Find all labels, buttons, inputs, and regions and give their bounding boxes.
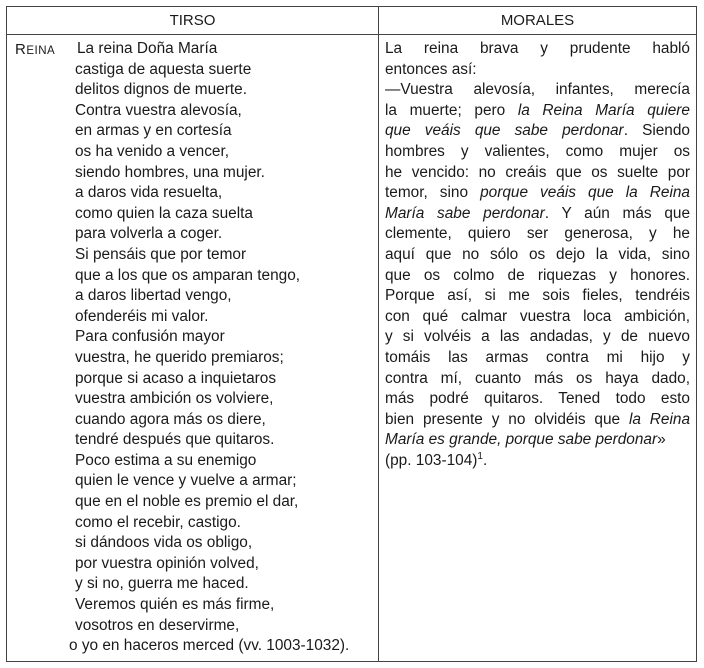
verse-line: en armas y en cortesía bbox=[75, 122, 232, 140]
prose-line bbox=[385, 101, 690, 122]
verse-line: por vuestra opinión volved, bbox=[75, 554, 259, 572]
prose-line bbox=[385, 451, 690, 472]
prose-line bbox=[385, 327, 690, 348]
morales-cell bbox=[379, 35, 697, 662]
verse-line: como el recebir, castigo. bbox=[75, 513, 241, 531]
verse-line: Veremos quién es más firme, bbox=[75, 596, 275, 614]
italic-segment: la Reina bbox=[628, 410, 690, 428]
text-segment: la muerte; pero bbox=[385, 101, 518, 119]
verse-line: que a los que os amparan tengo, bbox=[75, 266, 301, 284]
header-row bbox=[7, 7, 697, 35]
prose-line bbox=[385, 389, 690, 410]
italic-segment: María es grande, porque sabe perdonar bbox=[385, 431, 658, 449]
verse-line: os ha venido a vencer, bbox=[75, 142, 230, 160]
prose-line bbox=[385, 80, 690, 101]
text-segment: clemente, quiero ser generosa, y he bbox=[385, 225, 690, 243]
text-segment: que os colmo de riquezas y honores. bbox=[385, 266, 690, 284]
text-segment: aquí que no sólo os dejo la vida, sino bbox=[385, 245, 690, 263]
prose-line bbox=[385, 348, 690, 369]
prose-line bbox=[385, 39, 690, 60]
prose-line bbox=[385, 183, 690, 204]
text-segment: —Vuestra alevosía, infantes, merecía bbox=[385, 81, 690, 99]
verse-line: para volverla a coger. bbox=[75, 225, 223, 243]
verse-line: Si pensáis que por temor bbox=[75, 245, 247, 263]
verse-line: o yo en haceros merced (vv. 1003-1032). bbox=[69, 637, 350, 655]
comparison-table bbox=[6, 6, 697, 662]
prose-line bbox=[385, 410, 690, 431]
verse-line: quien le vence y vuelve a armar; bbox=[75, 472, 297, 490]
prose-line bbox=[385, 121, 690, 142]
prose-line bbox=[385, 224, 690, 245]
verse-line: a daros libertad vengo, bbox=[75, 287, 232, 305]
text-segment: . Y aún más que bbox=[544, 204, 690, 222]
tirso-cell bbox=[7, 35, 379, 662]
verse-line: vuestra, he querido premiaros; bbox=[75, 348, 284, 366]
text-segment: » bbox=[657, 431, 666, 449]
verse-line: si dándoos vida os obligo, bbox=[75, 534, 253, 552]
verse-line: delitos dignos de muerte. bbox=[75, 81, 247, 99]
verse-line: castiga de aquesta suerte bbox=[75, 60, 252, 78]
verse-line: y si no, guerra me haced. bbox=[75, 575, 249, 593]
prose-line bbox=[385, 142, 690, 163]
text-segment: . bbox=[482, 451, 488, 469]
prose-line bbox=[385, 266, 690, 287]
text-segment: entonces así: bbox=[385, 60, 477, 78]
speaker-label bbox=[15, 39, 55, 62]
text-segment: he vencido: no creáis que os suelte por bbox=[385, 163, 690, 181]
verse-list bbox=[69, 39, 378, 657]
prose-line bbox=[385, 60, 690, 81]
italic-segment: que veáis que sabe perdonar bbox=[385, 122, 624, 140]
prose-line bbox=[385, 307, 690, 328]
text-segment: con qué calmar vuestra loca ambición, bbox=[385, 307, 690, 325]
italic-segment: María sabe perdonar bbox=[385, 204, 545, 222]
verse-line: como quien la caza suelta bbox=[75, 204, 253, 222]
content-row bbox=[7, 35, 697, 662]
column-header-tirso: TIRSO bbox=[7, 7, 379, 35]
verse-line: cuando agora más os diere, bbox=[75, 410, 266, 428]
prose-line bbox=[385, 369, 690, 390]
text-segment: (pp. 103-104) bbox=[385, 451, 478, 469]
verse-line: La reina Doña María bbox=[77, 40, 218, 57]
verse-line: Contra vuestra alevosía, bbox=[75, 101, 242, 119]
prose-line bbox=[385, 430, 690, 451]
text-segment: La reina brava y prudente habló bbox=[385, 40, 690, 57]
prose-line bbox=[385, 163, 690, 184]
text-segment: más podré quitaros. Tened todo esto bbox=[385, 390, 690, 408]
text-segment: y si volvéis a las andadas, y de nuevo bbox=[385, 328, 690, 346]
verse-line: Para confusión mayor bbox=[75, 328, 225, 346]
footnote-marker: 1 bbox=[477, 450, 483, 462]
column-header-morales: MORALES bbox=[379, 7, 697, 35]
text-segment: Porque así, si me sois fieles, tendréis bbox=[385, 287, 690, 305]
text-segment: bien presente y no olvidéis que bbox=[385, 410, 629, 428]
verse-line: tendré después que quitaros. bbox=[75, 431, 275, 449]
text-segment: contra mí, cuanto más os haya dado, bbox=[385, 369, 690, 387]
prose-line bbox=[385, 245, 690, 266]
verse-line: ofenderéis mi valor. bbox=[75, 307, 209, 325]
prose-line bbox=[385, 204, 690, 225]
italic-segment: la Reina María quiere bbox=[517, 101, 690, 119]
verse-line: siendo hombres, una mujer. bbox=[75, 163, 265, 181]
verse-line: Poco estima a su enemigo bbox=[75, 451, 257, 469]
verse-line: vosotros en deservirme, bbox=[75, 616, 240, 634]
verse-line: a daros vida resuelta, bbox=[75, 184, 223, 202]
text-segment: tomáis las armas contra mi hijo y bbox=[385, 348, 690, 366]
text-segment: . Siendo bbox=[623, 122, 690, 140]
speaker-rest: EINA bbox=[26, 45, 56, 57]
prose-line bbox=[385, 286, 690, 307]
italic-segment: porque veáis que la Reina bbox=[480, 184, 690, 202]
verse-line: vuestra ambición os volviere, bbox=[75, 390, 274, 408]
speaker-initial: R bbox=[15, 41, 27, 58]
text-segment: temor, sino bbox=[385, 184, 481, 202]
text-segment: hombres y valientes, como mujer os bbox=[385, 142, 690, 160]
verse-line: que en el noble es premio el dar, bbox=[75, 493, 299, 511]
verse-line: porque si acaso a inquietaros bbox=[75, 369, 277, 387]
